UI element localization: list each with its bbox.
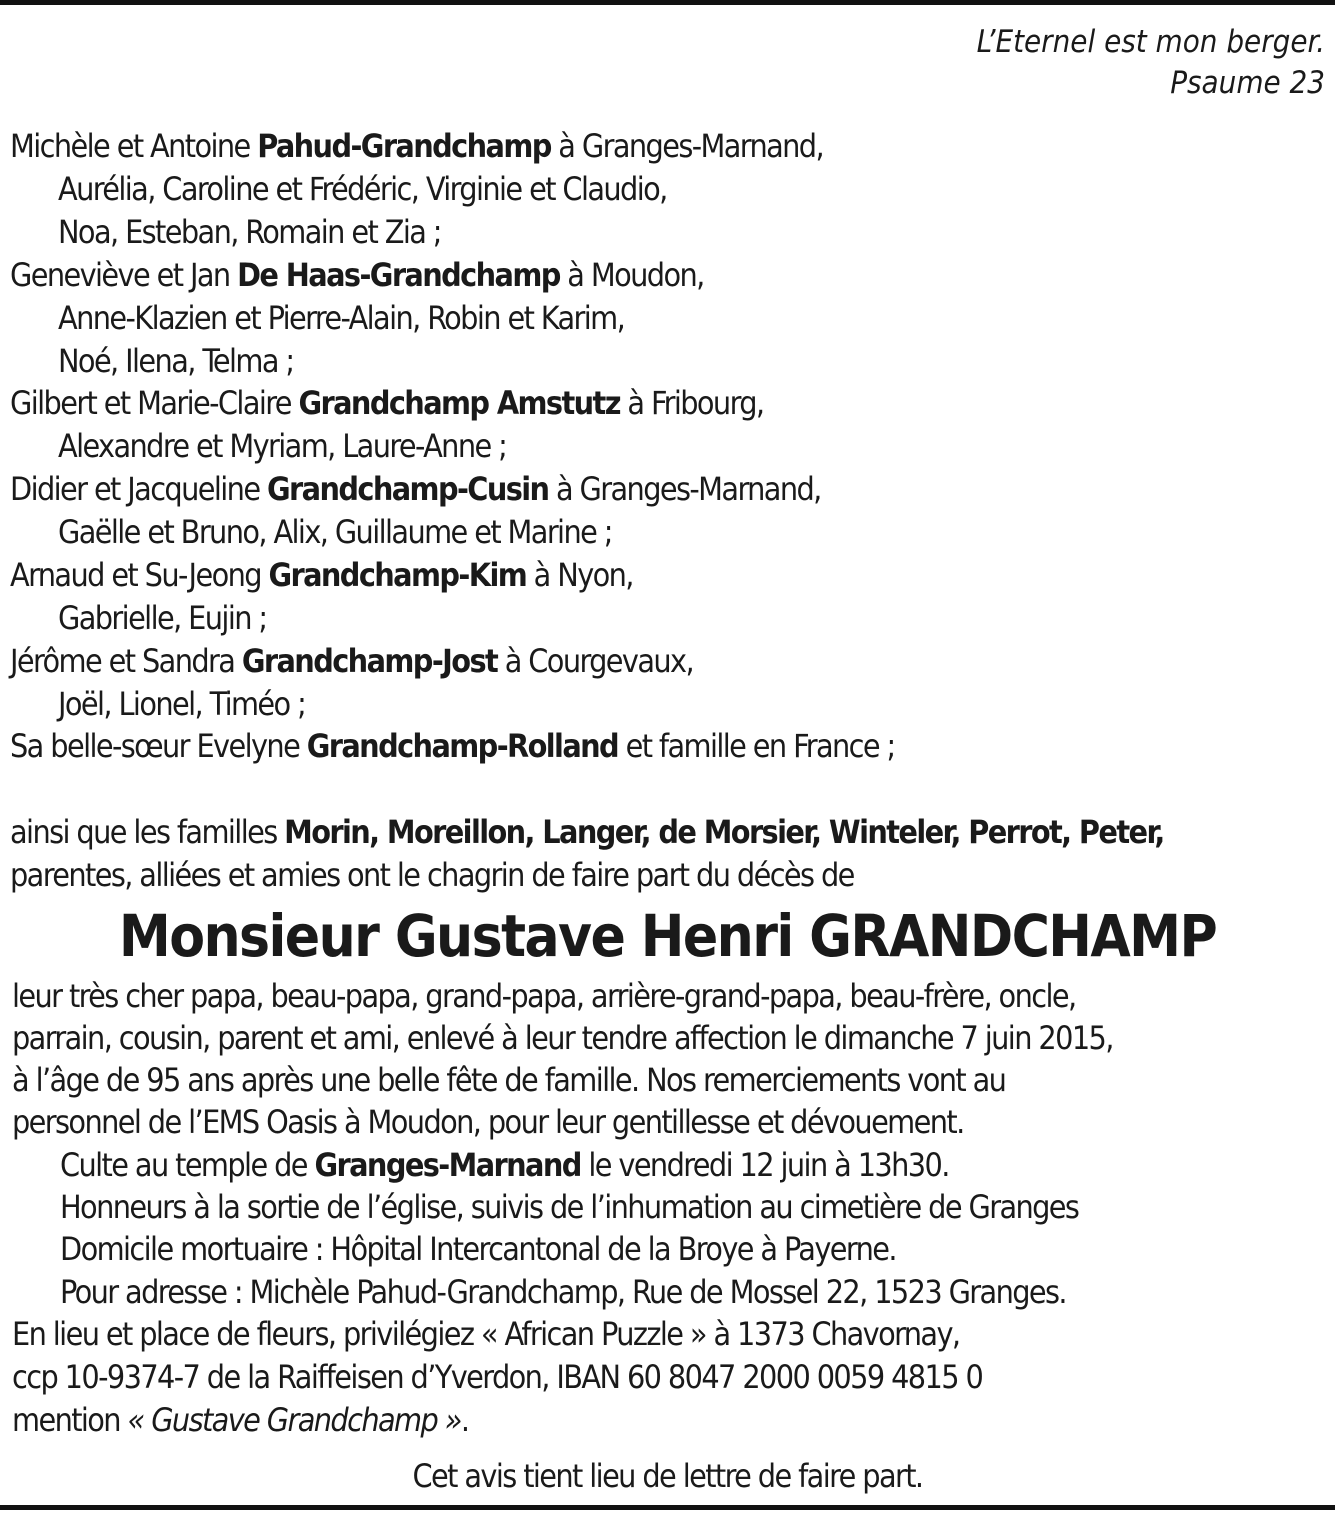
family-line: Michèle et Antoine Pahud-Grandchamp à Granges-Marnand, xyxy=(10,127,824,165)
closing-note: Cet avis tient lieu de lettre de faire part. xyxy=(412,1457,923,1495)
donation-line: ccp 10-9374-7 de la Raiffeisen d’Yverdon, IBAN 60 8047 2000 0059 4815 0 xyxy=(12,1358,983,1396)
family-line: Noé, Ilena, Telma ; xyxy=(58,342,294,380)
service-culte: Culte au temple de Granges-Marnand le vendredi 12 juin à 13h30. xyxy=(60,1146,949,1184)
family-line: Geneviève et Jan De Haas-Grandchamp à Moudon, xyxy=(10,256,704,294)
service-domicile: Domicile mortuaire : Hôpital Intercantonal de la Broye à Payerne. xyxy=(60,1230,896,1268)
body-line: personnel de l’EMS Oasis à Moudon, pour leur gentillesse et dévouement. xyxy=(12,1103,964,1141)
deceased-name: Monsieur Gustave Henri GRANDCHAMP xyxy=(118,902,1217,970)
service-honneurs: Honneurs à la sortie de l’église, suivis de l’inhumation au cimetière de Granges xyxy=(60,1188,1079,1226)
service-adresse: Pour adresse : Michèle Pahud-Grandchamp, Rue de Mossel 22, 1523 Granges. xyxy=(60,1273,1066,1311)
body-line: parrain, cousin, parent et ami, enlevé à leur tendre affection le dimanche 7 juin 2015, xyxy=(12,1019,1113,1057)
family-line: Gabrielle, Eujin ; xyxy=(58,599,267,637)
bottom-rule xyxy=(0,1505,1335,1510)
top-rule xyxy=(0,0,1335,5)
donation-line: mention « Gustave Grandchamp ». xyxy=(12,1401,469,1439)
family-line: Gaëlle et Bruno, Alix, Guillaume et Marine ; xyxy=(58,513,612,551)
family-line: Aurélia, Caroline et Frédéric, Virginie et Claudio, xyxy=(58,170,667,208)
donation-line: En lieu et place de fleurs, privilégiez « African Puzzle » à 1373 Chavornay, xyxy=(12,1315,960,1353)
body-line: à l’âge de 95 ans après une belle fête de famille. Nos remerciements vont au xyxy=(12,1061,1006,1099)
family-line: Gilbert et Marie-Claire Grandchamp Amstutz à Fribourg, xyxy=(10,384,764,422)
family-line: Didier et Jacqueline Grandchamp-Cusin à Granges-Marnand, xyxy=(10,470,821,508)
family-line: Joël, Lionel, Timéo ; xyxy=(58,685,306,723)
family-line: Arnaud et Su-Jeong Grandchamp-Kim à Nyon, xyxy=(10,556,633,594)
allies-line-1: ainsi que les familles Morin, Moreillon, Langer, de Morsier, Winteler, Perrot, Peter, xyxy=(10,813,1164,851)
family-line: Noa, Esteban, Romain et Zia ; xyxy=(58,213,441,251)
family-line: Jérôme et Sandra Grandchamp-Jost à Courgevaux, xyxy=(10,642,694,680)
family-line: Alexandre et Myriam, Laure-Anne ; xyxy=(58,427,507,465)
body-line: leur très cher papa, beau-papa, grand-papa, arrière-grand-papa, beau-frère, oncle, xyxy=(12,977,1076,1015)
allies-line-2: parentes, alliées et amies ont le chagrin de faire part du décès de xyxy=(10,856,854,894)
epigraph-line-2: Psaume 23 xyxy=(1170,65,1325,101)
epigraph-line-1: L’Eternel est mon berger. xyxy=(976,24,1325,60)
family-line: Anne-Klazien et Pierre-Alain, Robin et Karim, xyxy=(58,299,625,337)
family-line: Sa belle-sœur Evelyne Grandchamp-Rolland et famille en France ; xyxy=(10,727,895,765)
